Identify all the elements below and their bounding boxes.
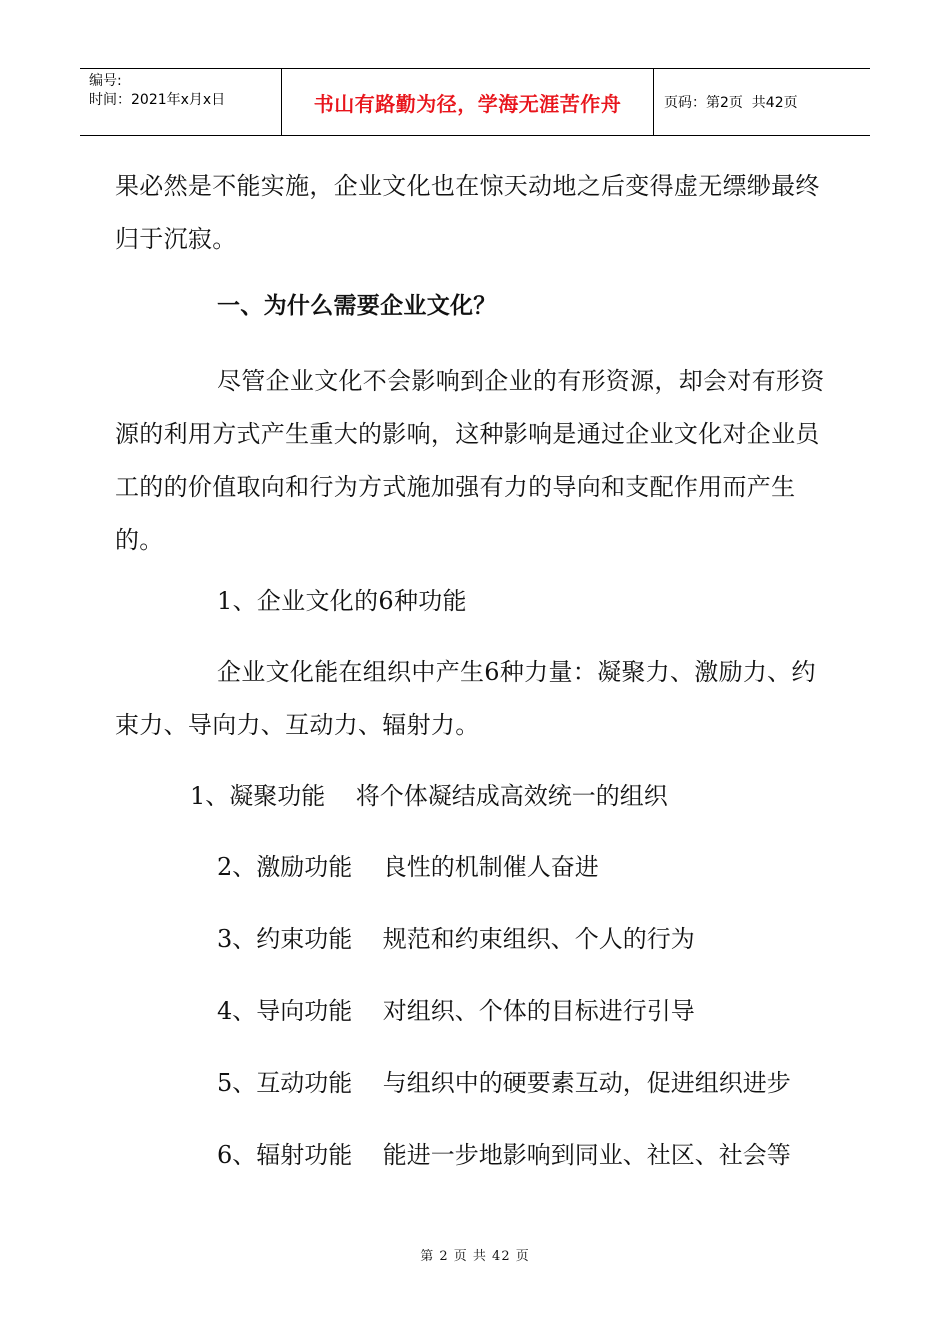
page-footer: 第 2 页 共 42 页	[420, 1249, 530, 1264]
header-motto: 书山有路勤为径，学海无涯苦作舟	[282, 69, 654, 135]
function-item: 2、激励功能 良性的机制催人奋进	[217, 853, 599, 881]
paragraph-six-forces: 企业文化能在组织中产生6种力量：凝聚力、激励力、约束力、导向力、互动力、辐射力。	[115, 658, 816, 739]
function-item: 3、约束功能 规范和约束组织、个人的行为	[217, 925, 695, 953]
header-page-info	[654, 69, 870, 135]
function-item: 1、凝聚功能 将个体凝结成高效统一的组织	[190, 782, 668, 810]
header-meta	[80, 69, 282, 135]
section-heading: 一、为什么需要企业文化？	[217, 293, 497, 319]
function-item: 6、辐射功能 能进一步地影响到同业、社区、社会等	[217, 1141, 791, 1169]
paragraph-why-culture: 尽管企业文化不会影响到企业的有形资源，却会对有形资源的利用方式产生重大的影响，这种影响是通过企业文化对企业员工的的价值取向和行为方式施加强有力的导向和支配作用而产生的。	[115, 367, 825, 554]
page-header	[80, 68, 870, 136]
paragraph-continued: 果必然是不能实施，企业文化也在惊天动地之后变得虚无缥缈最终归于沉寂。	[115, 172, 820, 253]
subheading-functions: 1、企业文化的6种功能	[217, 587, 467, 615]
serial-label: 编号:	[89, 73, 122, 89]
function-item: 5、互动功能 与组织中的硬要素互动，促进组织进步	[217, 1069, 791, 1097]
page-info-text: 页码：第2页 共42页	[664, 95, 798, 111]
time-label: 时间：2021年x月x日	[89, 92, 226, 108]
function-item: 4、导向功能 对组织、个体的目标进行引导	[217, 997, 695, 1025]
